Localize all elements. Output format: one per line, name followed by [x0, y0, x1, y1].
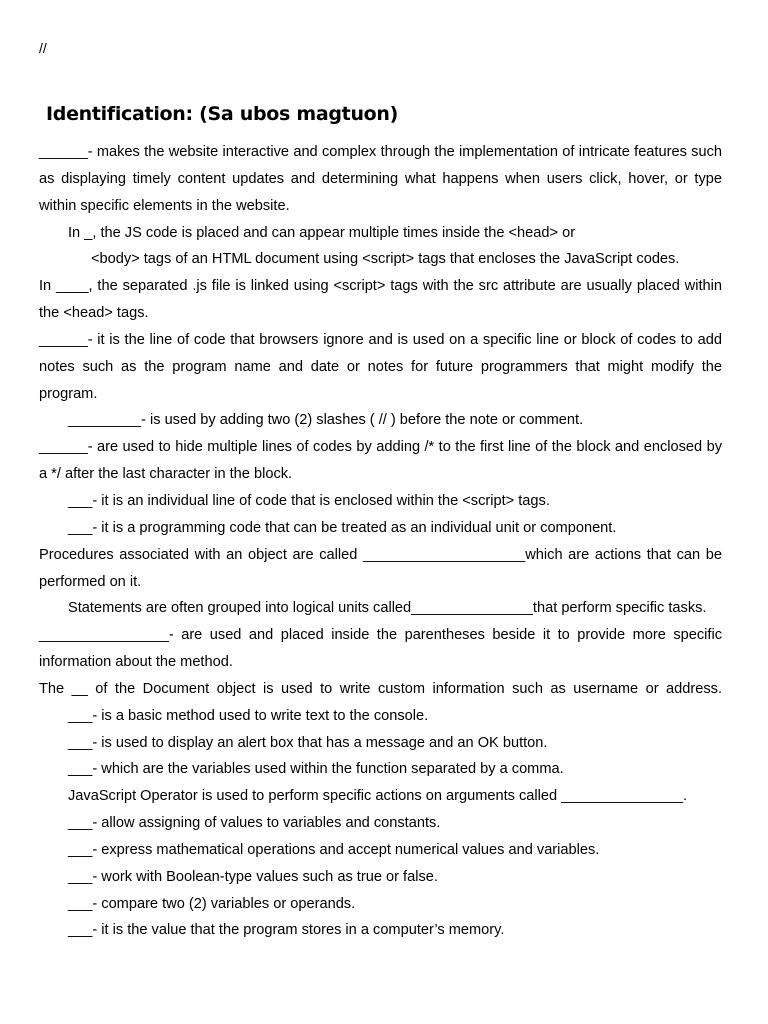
- item-text: .: [682, 788, 687, 805]
- item-text: - it is the value that the program stores in a computer’s memory.: [92, 922, 505, 939]
- answer-blank: ___: [68, 492, 93, 509]
- item-text: - are used and placed inside the parentheses beside it to provide more specific information about the method.: [39, 627, 722, 671]
- answer-blank: ___: [68, 519, 93, 536]
- answer-blank: ___: [68, 841, 93, 858]
- answer-blank: _________: [68, 412, 142, 429]
- item-text: - is a basic method used to write text to the console.: [92, 707, 429, 724]
- list-item: [39, 864, 722, 891]
- list-item: [39, 676, 722, 703]
- list-item: [39, 891, 722, 918]
- list-item: [39, 407, 722, 434]
- answer-blank: ______: [39, 144, 88, 160]
- item-text: - it is the line of code that browsers ignore and is used on a specific line or block of codes to add notes such as the program name and date or notes for future programmers that might modify the program.: [39, 331, 722, 402]
- answer-blank: ______: [39, 331, 88, 348]
- answer-blank: ___: [68, 895, 93, 912]
- item-text: - allow assigning of values to variables and constants.: [92, 815, 441, 832]
- item-text: , the JS code is placed and can appear multiple times inside the <head> or: [92, 224, 576, 241]
- item-text: - work with Boolean-type values such as true or false.: [92, 868, 438, 885]
- item-text: - makes the website interactive and complex through the implementation of intricate features such as displaying timely content updates and determining what happens when users click, hover, or type within specific elements in the website.: [39, 144, 722, 214]
- list-item: [39, 542, 722, 596]
- list-item: [39, 703, 722, 730]
- answer-blank: _______________: [561, 788, 683, 805]
- list-item: [39, 220, 722, 247]
- item-prefix: In: [68, 224, 85, 241]
- item-text: - compare two (2) variables or operands.: [92, 895, 356, 912]
- answer-blank: _______________: [411, 600, 533, 617]
- item-prefix: The: [39, 680, 72, 697]
- comment-mark: //: [39, 40, 47, 56]
- item-text: - which are the variables used within the function separated by a comma.: [92, 761, 564, 778]
- item-text: - express mathematical operations and accept numerical values and variables.: [92, 841, 600, 858]
- list-item: [39, 515, 722, 542]
- item-text: , the separated .js file is linked using <script> tags with the src attribute are usually placed within the <head> tags.: [39, 278, 722, 322]
- answer-blank: _: [84, 224, 93, 241]
- item-text: which are actions that can be performed on it.: [39, 546, 722, 590]
- list-item: [39, 917, 722, 944]
- list-item: [39, 246, 722, 273]
- list-item: [39, 595, 722, 622]
- list-item: [39, 434, 722, 488]
- question-list: [39, 139, 722, 944]
- item-prefix: Procedures associated with an object are called: [39, 546, 363, 563]
- list-item: [39, 327, 722, 408]
- list-item: [39, 730, 722, 757]
- item-prefix: JavaScript Operator is used to perform specific actions on arguments called: [68, 788, 562, 805]
- answer-blank: ____: [56, 278, 89, 295]
- list-item: [39, 488, 722, 515]
- list-item: [39, 273, 722, 327]
- answer-blank: ___: [68, 922, 93, 939]
- list-item: [39, 783, 722, 810]
- answer-blank: __: [71, 680, 88, 697]
- answer-blank: ___: [68, 868, 93, 885]
- answer-blank: ___: [68, 734, 93, 751]
- answer-blank: ___: [68, 815, 93, 832]
- answer-blank: ______: [39, 439, 88, 456]
- list-item: [39, 139, 722, 220]
- item-text: - it is an individual line of code that is enclosed within the <script> tags.: [92, 492, 550, 509]
- list-item: [39, 810, 722, 837]
- list-item: [39, 756, 722, 783]
- item-text: - is used by adding two (2) slashes ( // ) before the note or comment.: [141, 412, 584, 429]
- item-text: - is used to display an alert box that has a message and an OK button.: [92, 734, 548, 751]
- answer-blank: ___: [68, 707, 93, 724]
- list-item: [39, 837, 722, 864]
- item-text: - it is a programming code that can be treated as an individual unit or component.: [92, 519, 617, 536]
- answer-blank: ___: [68, 761, 93, 778]
- item-text: of the Document object is used to write custom information such as username or address.: [87, 680, 723, 697]
- item-prefix: In: [39, 278, 57, 295]
- answer-blank: ________________: [39, 627, 169, 644]
- item-text: that perform specific tasks.: [532, 600, 707, 617]
- item-text: - are used to hide multiple lines of codes by adding /* to the first line of the block and enclosed by a */ after the last character in the block.: [39, 439, 722, 483]
- item-prefix: Statements are often grouped into logical units called: [68, 600, 412, 617]
- list-item: [39, 622, 722, 676]
- page-title: Identification: (Sa ubos magtuon): [46, 103, 399, 125]
- item-text: <body> tags of an HTML document using <script> tags that encloses the JavaScript codes.: [91, 251, 680, 268]
- answer-blank: ____________________: [362, 546, 526, 563]
